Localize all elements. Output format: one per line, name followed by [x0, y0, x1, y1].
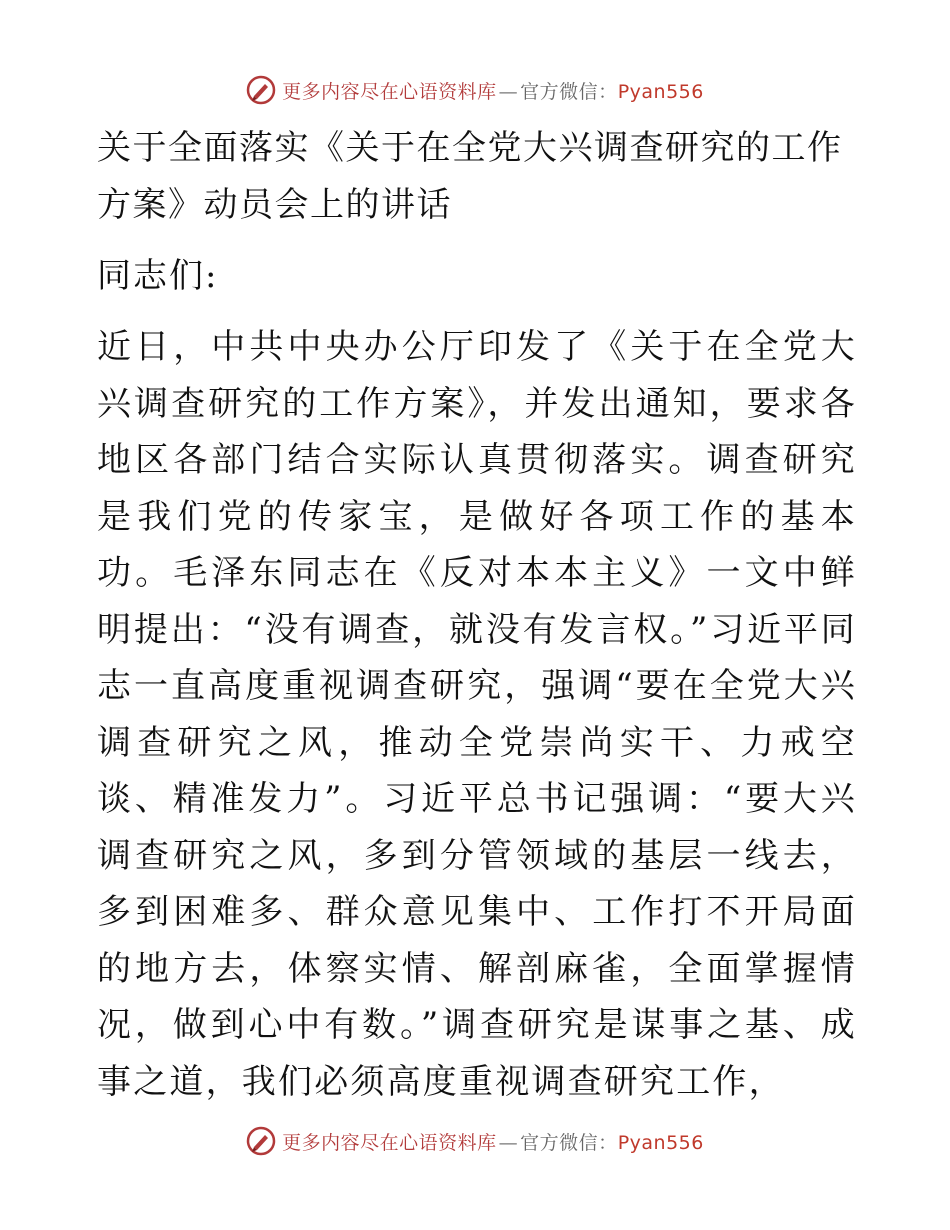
document-body	[97, 120, 857, 1110]
watermark-separator: —	[498, 1131, 519, 1154]
body-paragraph: 近日，中共中央办公厅印发了《关于在全党大兴调查研究的工作方案》，并发出通知，要求各地区各部门结合实际认真贯彻落实。调查研究是我们党的传家宝，是做好各项工作的基本功。毛泽东同志在《反对本本主义》一文中鲜明提出：“没有调查，就没有发言权。”习近平同志一直高度重视调查研究，强调“要在全党大兴调查研究之风，推动全党崇尚实干、力戒空谈、精准发力”。习近平总书记强调：“要大兴调查研究之风，多到分管领域的基层一线去，多到困难多、群众意见集中、工作打不开局面的地方去，体察实情、解剖麻雀，全面掌握情况，做到心中有数。”调查研究是谋事之基、成事之道，我们必须高度重视调查研究工作，	[97, 327, 857, 1102]
watermark-text	[282, 1128, 704, 1155]
watermark-label: 官方微信：	[520, 1131, 618, 1154]
salutation: 同志们:	[97, 256, 219, 296]
header-watermark	[0, 73, 950, 107]
watermark-wechat-id: Pyan556	[617, 80, 704, 103]
footer-watermark	[0, 1124, 950, 1158]
watermark-brand: 更多内容尽在心语资料库	[282, 1131, 497, 1154]
watermark-text	[282, 77, 704, 104]
pen-logo-icon	[246, 75, 276, 105]
watermark-separator: —	[498, 80, 519, 103]
watermark-wechat-id: Pyan556	[617, 1131, 704, 1154]
pen-logo-icon	[246, 1126, 276, 1156]
document-title: 关于全面落实《关于在全党大兴调查研究的工作方案》动员会上的讲话	[97, 128, 843, 225]
watermark-label: 官方微信：	[520, 80, 618, 103]
watermark-brand: 更多内容尽在心语资料库	[282, 80, 497, 103]
